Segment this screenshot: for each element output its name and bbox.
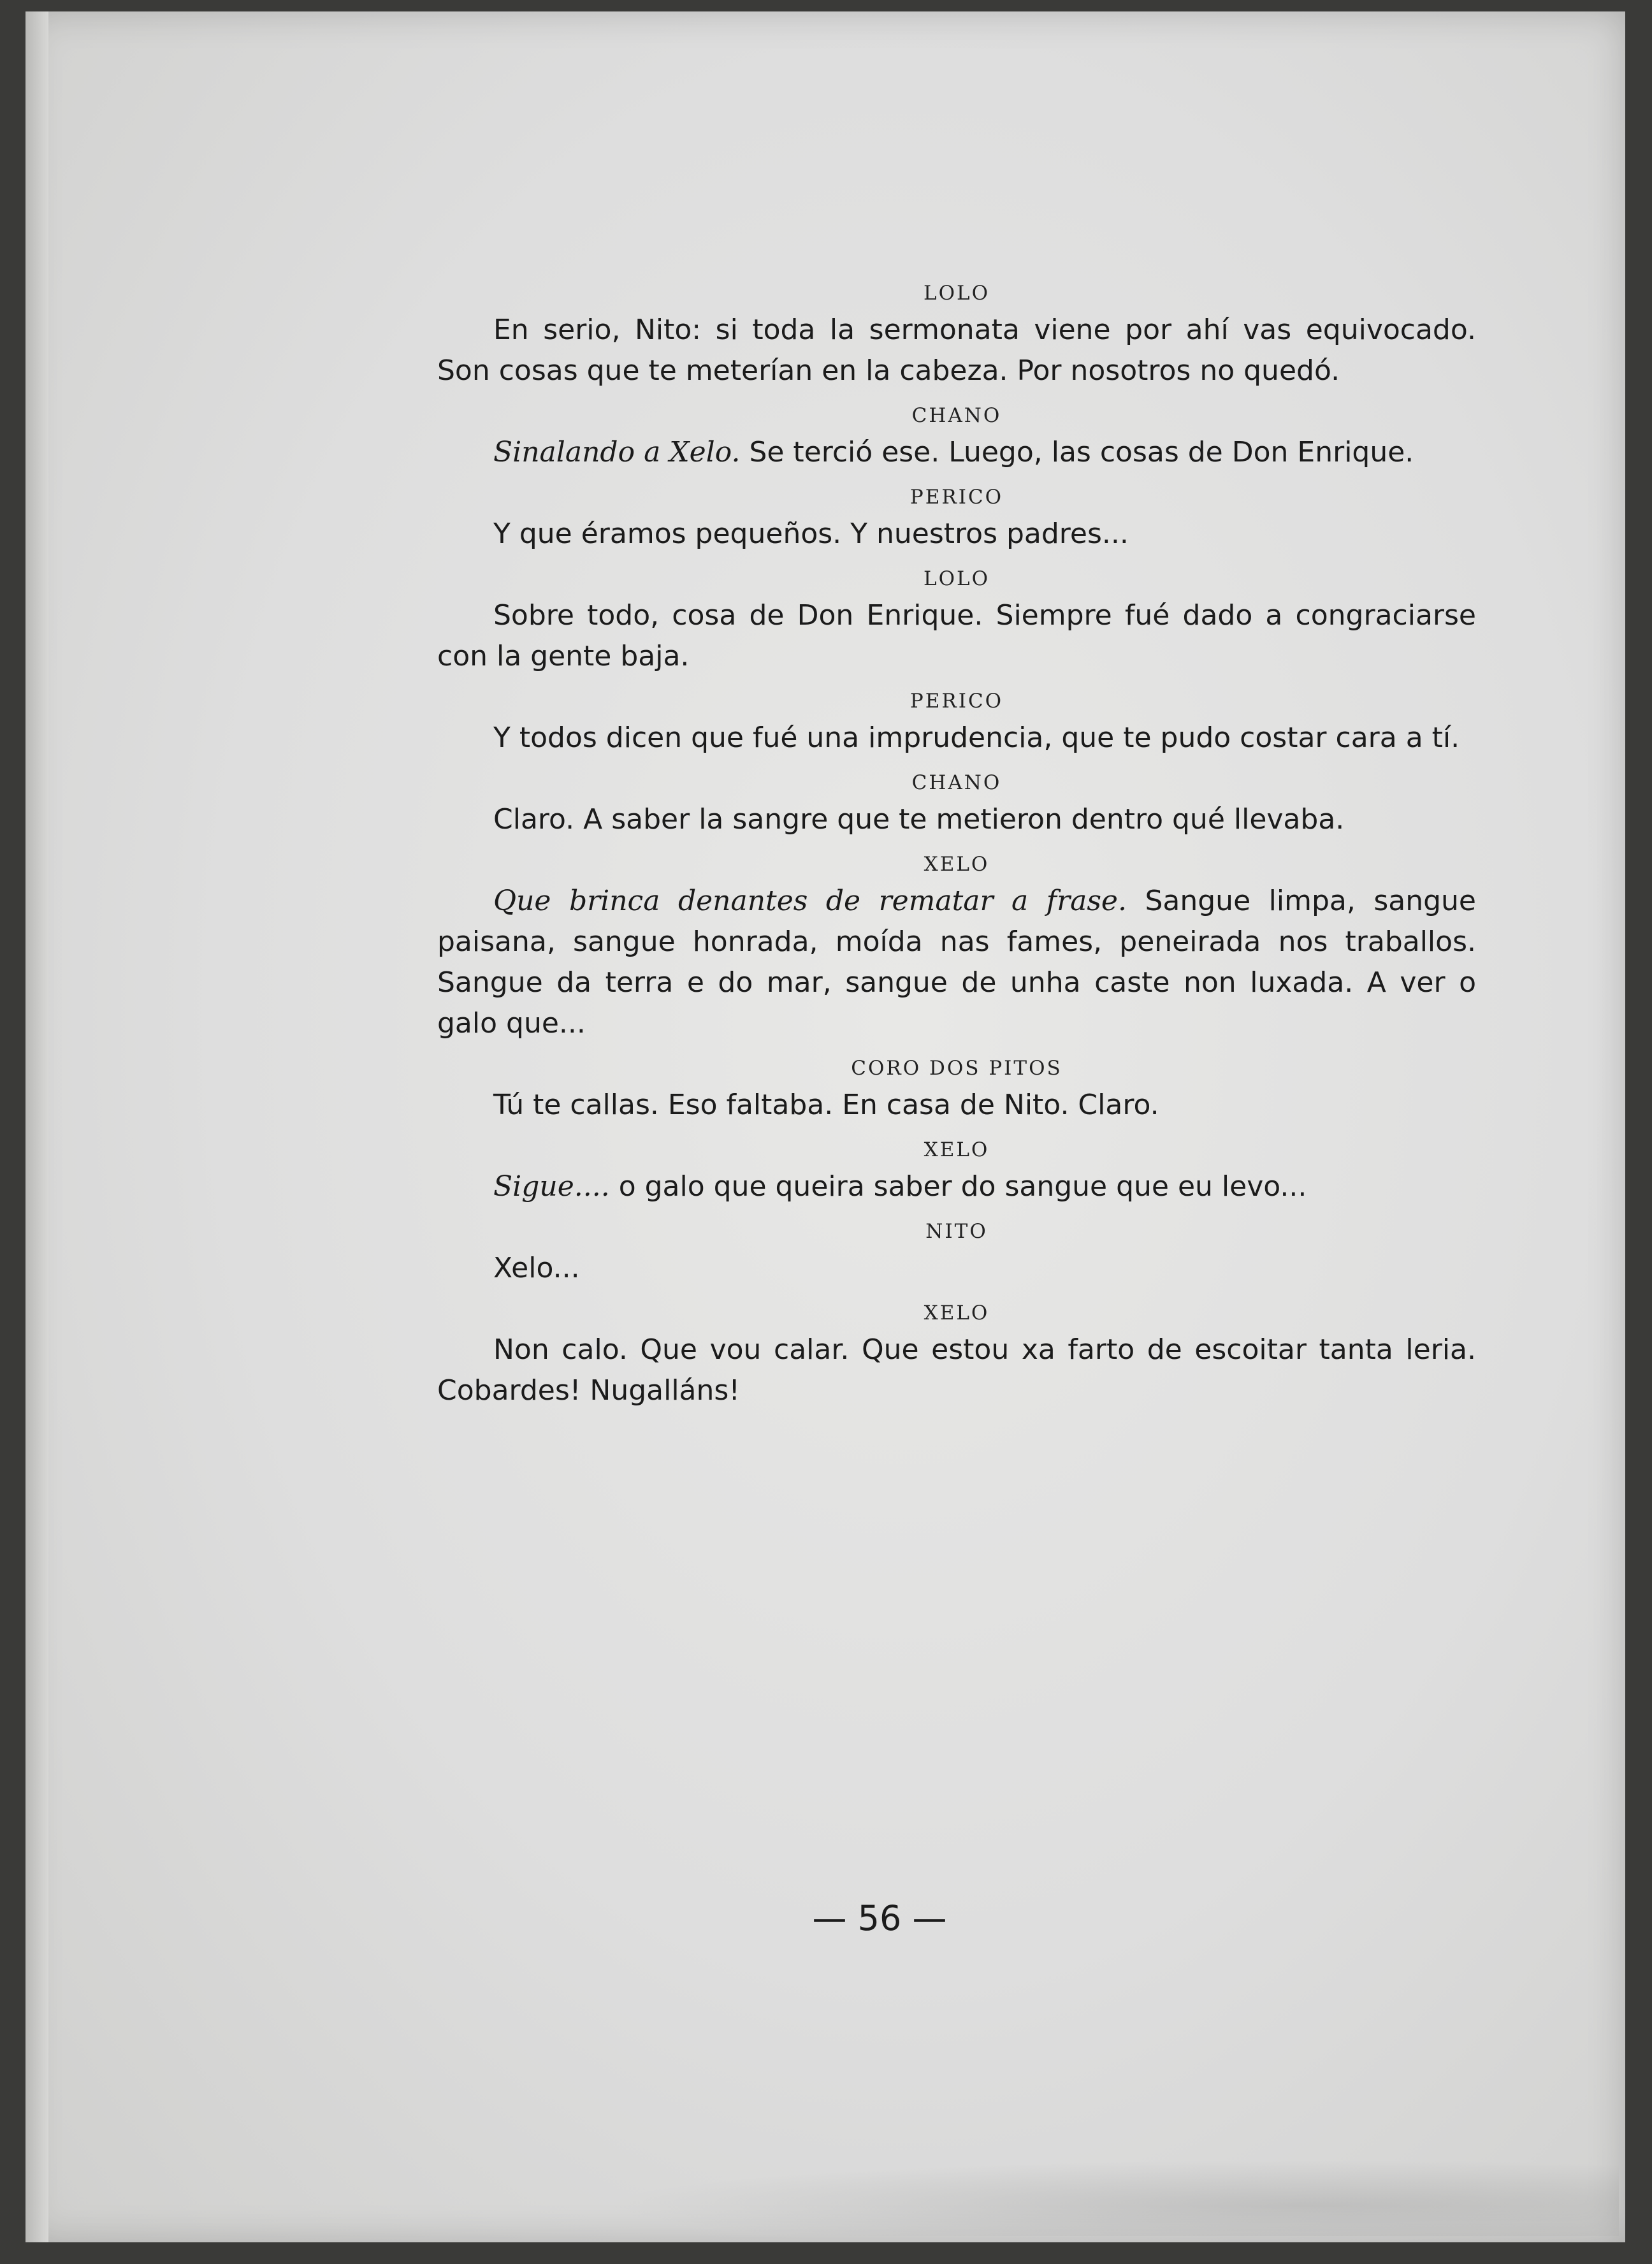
dialogue-line: Y que éramos pequeños. Y nuestros padres... (493, 518, 1129, 550)
dialogue-line: Claro. A saber la sangre que te metieron dentro qué llevaba. (493, 803, 1345, 836)
dialogue-line: Non calo. Que vou calar. Que estou xa farto de escoitar tanta leria. Cobardes! Nugalláns! (437, 1333, 1476, 1407)
dialogue-line: Y todos dicen que fué una imprudencia, que te pudo costar cara a tí. (493, 722, 1460, 754)
speaker-name: PERICO (909, 690, 1004, 713)
page-binding-edge (25, 11, 48, 2242)
speaker-name: XELO (924, 1138, 990, 1161)
page-stain (599, 2159, 1619, 2236)
stage-direction: Que brinca denantes de rematar a frase. (493, 885, 1127, 917)
dialogue-line: Xelo... (493, 1252, 580, 1284)
page-number: — 56 — (812, 1898, 947, 1938)
speaker-name: CHANO (911, 771, 1002, 794)
dialogue-line: Sinalando a Xelo. Se terció ese. Luego, las cosas de Don Enrique. (493, 436, 1414, 468)
speaker-name: PERICO (909, 486, 1004, 509)
speaker-name: NITO (925, 1220, 988, 1243)
stage-direction: Sinalando a Xelo. (493, 436, 741, 468)
speaker-name: XELO (924, 1302, 990, 1324)
speaker-name: LOLO (923, 567, 990, 590)
dialogue-text (437, 279, 1476, 1411)
dialogue-line: Sobre todo, cosa de Don Enrique. Siempre fué dado a congraciarse con la gente baja. (437, 599, 1476, 672)
speaker-name: LOLO (923, 282, 990, 305)
dialogue-line: En serio, Nito: si toda la sermonata viene por ahí vas equivocado. Son cosas que te meterían en la cabeza. Por nosotros no quedó. (437, 314, 1476, 387)
dialogue-line: Que brinca denantes de rematar a frase. Sangue limpa, sangue paisana, sangue honrada, moída nas fames, peneirada nos traballos. Sangue da terra e do mar, sangue de unha caste non luxada. A ver o galo que... (437, 885, 1476, 1040)
speaker-name: CORO DOS PITOS (851, 1057, 1062, 1080)
stage-direction: Sigue.... (493, 1170, 610, 1203)
dialogue-line: Tú te callas. Eso faltaba. En casa de Nito. Claro. (493, 1089, 1159, 1121)
book-page (25, 11, 1625, 2242)
speaker-name: XELO (924, 853, 990, 876)
dialogue-line: Sigue.... o galo que queira saber do sangue que eu levo... (493, 1170, 1307, 1203)
speaker-name: CHANO (911, 404, 1002, 427)
